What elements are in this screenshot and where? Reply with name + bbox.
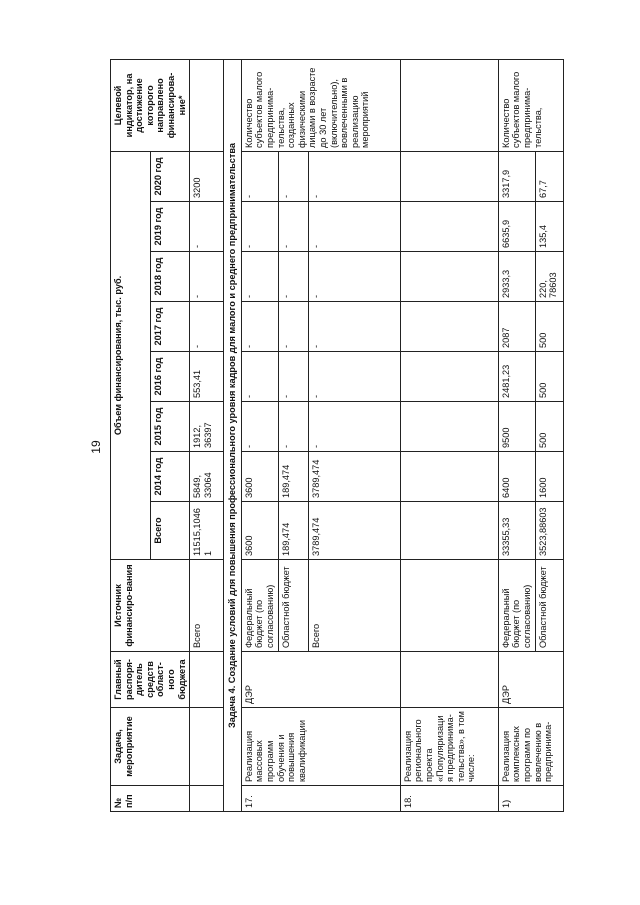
header-row-1: [111, 59, 151, 811]
row17-2016: -: [241, 352, 278, 402]
header-source: Источник финансиро-вания: [111, 560, 190, 652]
financing-table: [110, 59, 564, 812]
row17-2019: -: [241, 202, 278, 252]
row17-2015: -: [241, 402, 278, 452]
row1-2018: 220, 78603: [535, 252, 563, 302]
row17-2018: -: [241, 252, 278, 302]
row18-num: 18.: [400, 786, 498, 812]
cell: [400, 502, 498, 560]
row17-2017: -: [241, 302, 278, 352]
row17-federal: [241, 59, 278, 811]
header-2018: 2018 год: [150, 252, 190, 302]
row17-2018: -: [278, 252, 308, 302]
row17-source: Всего: [308, 560, 400, 652]
cell: [400, 252, 498, 302]
row1-executor: ДЭР: [498, 652, 563, 708]
cell: [400, 302, 498, 352]
cell: [400, 352, 498, 402]
header-2015: 2015 год: [150, 402, 190, 452]
row1-2020: 3317,9: [498, 151, 535, 201]
row1-name: Реализация комплексных программ по вовлечению в предпринима-: [498, 708, 563, 786]
row17-2020: -: [241, 151, 278, 201]
header-2019: 2019 год: [150, 202, 190, 252]
summary-2016: 553,41: [190, 352, 224, 402]
row17-2014: 189,474: [278, 452, 308, 502]
row1-2017: 500: [535, 302, 563, 352]
cell: [190, 786, 224, 812]
header-indicator: Целевой индикатор, на достижение которого направлено финансирова-ние*: [111, 59, 190, 151]
row1-indicator: Количество субъектов малого предпринима-тельства,: [498, 59, 563, 151]
row17-2017: -: [308, 302, 400, 352]
header-2020: 2020 год: [150, 151, 190, 201]
task4-row: [224, 59, 242, 811]
row1-2016: 2481,23: [498, 352, 535, 402]
row17-total: 3600: [241, 502, 278, 560]
summary-2020: 3200: [190, 151, 224, 201]
row1-2020: 67,7: [535, 151, 563, 201]
summary-2018: -: [190, 252, 224, 302]
row1-2014: 1600: [535, 452, 563, 502]
rotated-content: [110, 60, 610, 812]
row17-num: 17.: [241, 786, 400, 812]
row17-total: 189,474: [278, 502, 308, 560]
row17-total: 3789,474: [308, 502, 400, 560]
row17-indicator: Количество субъектов малого предпринима-тельства, созданных физическими лицами в возрасте до 30 лет (включительно), вовлеченными в реализацию мероприятий: [241, 59, 400, 151]
header-2016: 2016 год: [150, 352, 190, 402]
row1-2018: 2933,3: [498, 252, 535, 302]
row17-2017: -: [278, 302, 308, 352]
row17-2020: -: [278, 151, 308, 201]
row17-2016: -: [278, 352, 308, 402]
summary-2017: -: [190, 302, 224, 352]
row1-total: 3523,88603: [535, 502, 563, 560]
cell: [400, 202, 498, 252]
row1-total: 33355,33: [498, 502, 535, 560]
cell: [190, 59, 224, 151]
row1-federal: [498, 59, 535, 811]
header-num: № п/п: [111, 786, 190, 812]
cell: [400, 560, 498, 652]
row17-2014: 3600: [241, 452, 278, 502]
summary-total: 11515,10461: [190, 502, 224, 560]
row17-name: Реализация массовых программ обучения и повышения квалификации: [241, 708, 400, 786]
rotated-page: [110, 60, 610, 812]
row1-2014: 6400: [498, 452, 535, 502]
row1-2017: 2087: [498, 302, 535, 352]
summary-2014: 5849, 33064: [190, 452, 224, 502]
cell: [190, 652, 224, 708]
cell: [400, 652, 498, 708]
row1-source: Областной бюджет: [535, 560, 563, 652]
summary-source: Всего: [190, 560, 224, 652]
row1-num: 1): [498, 786, 563, 812]
row1-2015: 9500: [498, 402, 535, 452]
header-task: Задача, мероприятие: [111, 708, 190, 786]
row1-source: Федеральный бюджет (по согласованию): [498, 560, 535, 652]
row17-2015: -: [278, 402, 308, 452]
row17-2019: -: [308, 202, 400, 252]
row1-2019: 135,4: [535, 202, 563, 252]
row17-executor: ДЭР: [241, 652, 400, 708]
header-executor: Главный распоря-дитель средств област-ного бюджета: [111, 652, 190, 708]
row17-source: Областной бюджет: [278, 560, 308, 652]
row18: [400, 59, 498, 811]
row18-name: Реализация регионального проекта «Популяризация предпринима-тельства», в том числе:: [400, 708, 498, 786]
header-2014: 2014 год: [150, 452, 190, 502]
row17-2015: -: [308, 402, 400, 452]
summary-2019: -: [190, 202, 224, 252]
row1-2015: 500: [535, 402, 563, 452]
header-total: Всего: [150, 502, 190, 560]
cell: [400, 151, 498, 201]
row17-2018: -: [308, 252, 400, 302]
summary-2015: 1912, 36397: [190, 402, 224, 452]
row17-2020: -: [308, 151, 400, 201]
row1-2019: 6635,9: [498, 202, 535, 252]
cell: [400, 402, 498, 452]
cell: [190, 708, 224, 786]
row17-2019: -: [278, 202, 308, 252]
header-volume: Объем финансирования, тыс. руб.: [111, 151, 151, 559]
cell: [400, 59, 498, 151]
row17-2016: -: [308, 352, 400, 402]
page-number: 19: [89, 440, 103, 454]
row17-2014: 3789,474: [308, 452, 400, 502]
header-2017: 2017 год: [150, 302, 190, 352]
row17-source: Федеральный бюджет (по согласованию): [241, 560, 278, 652]
cell: [400, 452, 498, 502]
summary-row: [190, 59, 224, 811]
task4-title: Задача 4. Создание условий для повышения профессионального уровня кадров для малого и среднего предпринимательства: [224, 59, 242, 811]
row1-2016: 500: [535, 352, 563, 402]
